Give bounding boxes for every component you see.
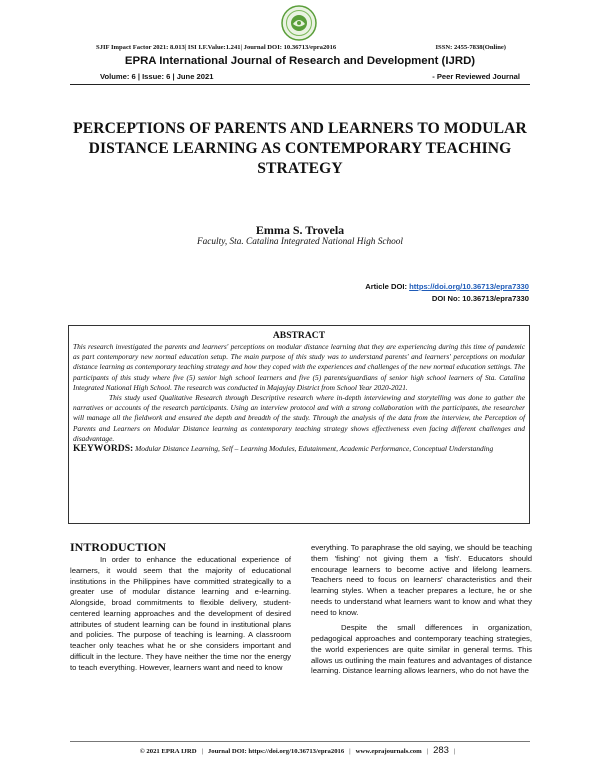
page-footer: © 2021 EPRA IJRD | Journal DOI: https://doi.org/10.36713/epra2016 | www.eprajournals.com | 283 |	[139, 745, 456, 756]
abstract-box	[68, 325, 530, 524]
article-doi-link[interactable]: https://doi.org/10.36713/epra7330	[409, 282, 529, 291]
footer-journal-doi: Journal DOI: https://doi.org/10.36713/epra2016	[207, 748, 345, 755]
abstract-paragraph-2: This study used Qualitative Research through Descriptive research where in-depth interviewing and storytelling was done to gather the narratives or accounts of the research participants. Using an interview protocol and with a strong collaboration with the participants, the researcher will manage all the fieldwork and ensured the depth and breadth of the study. Through the analysis of the data from the interview, the Perception of Parents and Learners on Modular Distance learning as contemporary teaching strategy shows effectiveness even facing different challenges and disadvantage.	[73, 393, 525, 443]
footer-copyright: © 2021 EPRA IJRD	[139, 748, 197, 755]
journal-title: EPRA International Journal of Research and Development (IJRD)	[124, 55, 476, 67]
introduction-heading: INTRODUCTION	[70, 540, 167, 554]
article-doi-line	[365, 281, 529, 293]
page-number: 283	[433, 745, 449, 756]
peer-reviewed-text: - Peer Reviewed Journal	[432, 72, 520, 81]
intro-paragraph-3: Despite the small differences in organization, pedagogical approaches and contemporary teaching strategies, the world experiences are quite similar in general terms. This allows us outlining the main features and advantages of distance learning. Distance learning allows learners, who do not have the	[311, 623, 532, 676]
doi-number: DOI No: 10.36713/epra7330	[431, 294, 529, 303]
header-divider	[70, 84, 530, 85]
doi-block	[365, 281, 529, 305]
epra-seal-logo	[281, 5, 317, 41]
body-columns	[70, 540, 532, 677]
intro-paragraph-2: everything. To paraphrase the old saying, we should be teaching them 'fishing' not giving them a 'fish'. Educators should encourage learners to become active and lifelong learners. Teachers need to focus on learners' characteristics and their learning styles. When a teacher prepares a lecture, he or she needs to understand what learners want to know and what they need to know.	[311, 543, 532, 617]
intro-paragraph-1: In order to enhance the educational experience of learners, it would seem that the majority of educational institutions in the Philippines have committed strategically to a greater use of modular distance learning and e-learning. Alongside, broad commitments to flexible delivery, student-centered learning approaches and the development of desired attributes of student learning can be found in institutional plans and policies. The purpose of teaching is learning. A classroom teacher only teaches what he or she considers important and difficult in the lecture. They have neither the time nor the energy to teach everything. However, learners want and need to know	[70, 555, 291, 672]
footer-divider	[70, 741, 530, 742]
issn-text: ISSN: 2455-7838(Online)	[435, 44, 506, 51]
author-affiliation: Faculty, Sta. Catalina Integrated National High School	[196, 237, 404, 247]
keywords-label: KEYWORDS:	[73, 443, 134, 455]
keywords-text: Modular Distance Learning, Self – Learning Modules, Edutainment, Academic Performance, Conceptual Understanding	[135, 444, 494, 454]
footer-website[interactable]: www.eprajournals.com	[355, 748, 422, 755]
article-doi-label: Article DOI:	[365, 282, 407, 291]
author-name: Emma S. Trovela	[255, 223, 345, 237]
paper-title: PERCEPTIONS OF PARENTS AND LEARNERS TO MODULAR DISTANCE LEARNING AS CONTEMPORARY TEACHING STRATEGY	[73, 120, 527, 177]
abstract-heading: ABSTRACT	[272, 330, 326, 341]
volume-issue-text: Volume: 6 | Issue: 6 | June 2021	[100, 72, 214, 81]
impact-factor-text: SJIF Impact Factor 2021: 8.013| ISI I.F.Value:1.241| Journal DOI: 10.36713/epra2016	[96, 44, 337, 51]
journal-meta-line	[96, 44, 506, 51]
volume-line	[100, 72, 520, 81]
left-column	[70, 540, 291, 677]
abstract-paragraph-1: This research investigated the parents and learners' perceptions on modular distance learning that they are experiencing during this time of pandemic as part contemporary new normal education setup. The main purpose of this study was to understand parents' and learners' perceptions on modular distance learning as contemporary teaching strategy and how they coped with the experiences and challenges of the new normal education settings. The participants of this study where five (5) senior high school learners and five (5) parents/guardians of senior high school learners of Sta. Catalina Integrated National High School. The research was conducted in Majayjay District from School Year 2020-2021.	[73, 342, 525, 392]
right-column	[311, 540, 532, 677]
keywords	[73, 444, 525, 454]
